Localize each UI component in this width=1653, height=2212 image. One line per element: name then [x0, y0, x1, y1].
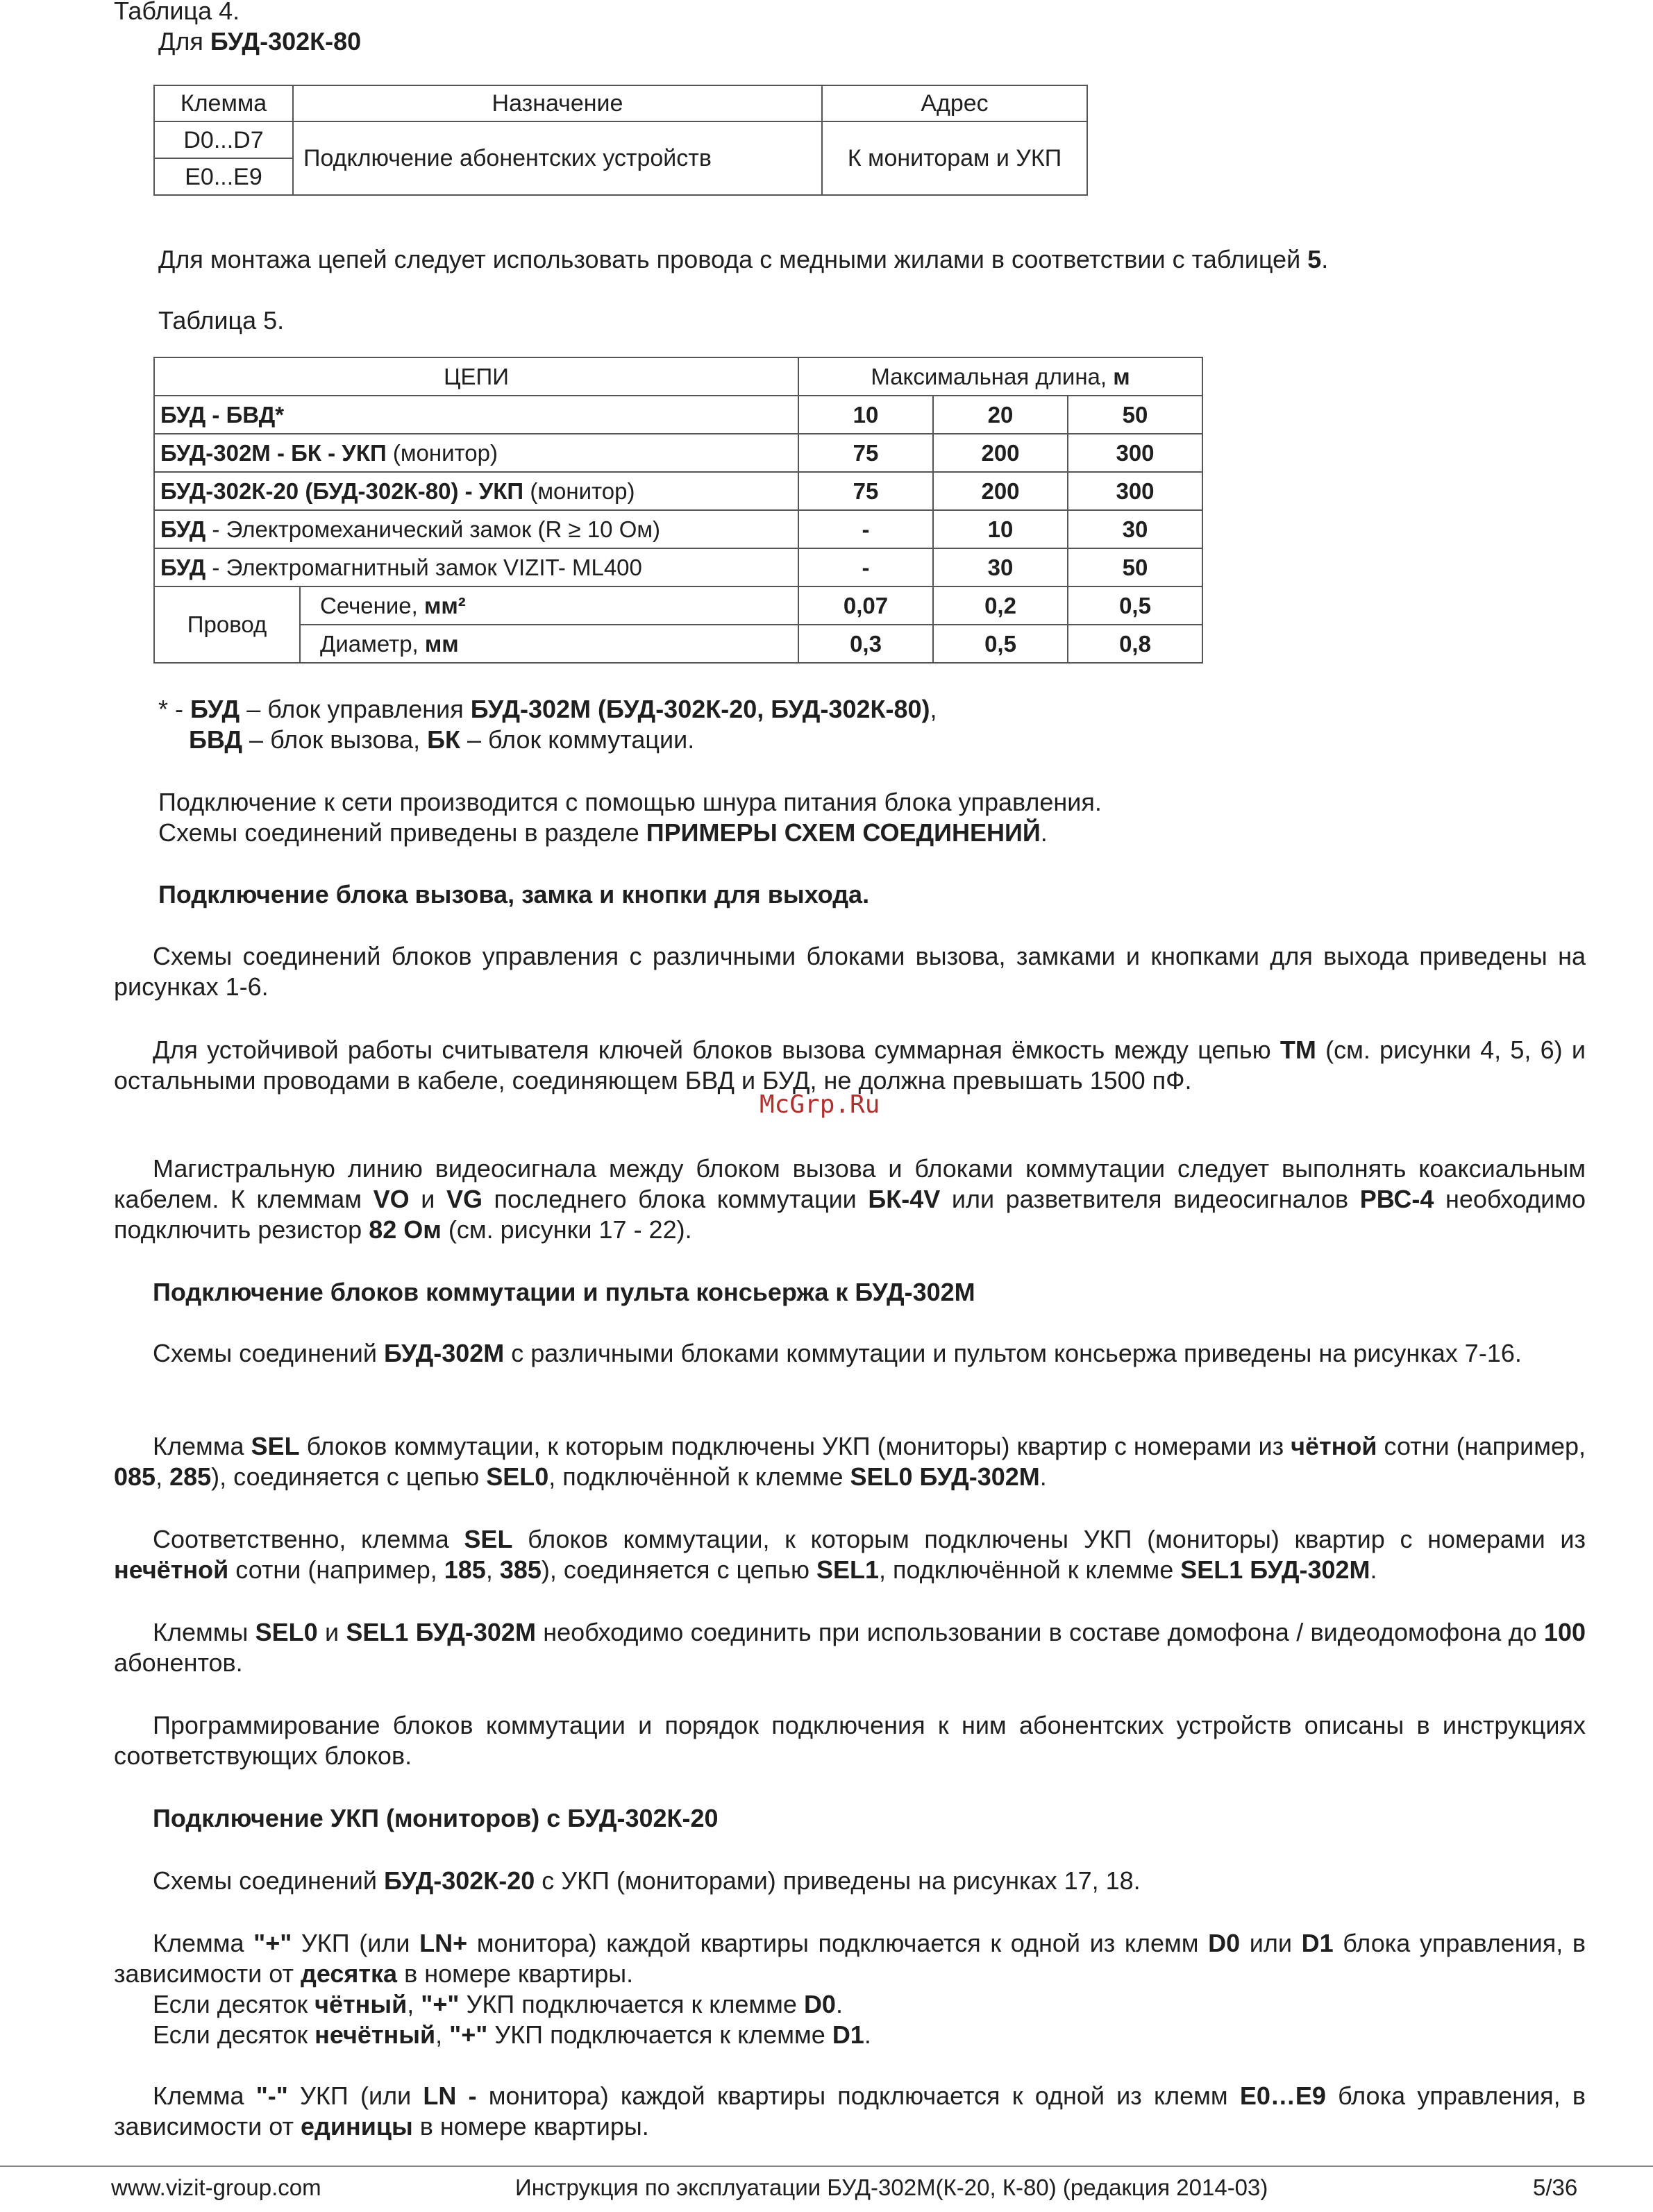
- table4-cell-address: К мониторам и УКП: [822, 121, 1087, 195]
- power-line-1: Подключение к сети производится с помощью шнура питания блока управления.: [158, 788, 1102, 816]
- table5-cell: 300: [1068, 472, 1202, 510]
- table5-cell: 0,3: [798, 625, 933, 663]
- section2-paragraph-1: Схемы соединений БУД-302М с различными блоками коммутации и пультом консьержа приведены на рисунках 7-16.: [153, 1339, 1522, 1367]
- section3-title: Подключение УКП (мониторов) с БУД-302К-20: [153, 1804, 719, 1832]
- table5-cell: 0,8: [1068, 625, 1202, 663]
- table4: [153, 85, 1088, 196]
- table5-row-label: БУД - БВД*: [154, 396, 798, 434]
- table5-cell: 200: [933, 472, 1068, 510]
- section3-line-even: Если десяток чётный, "+" УКП подключается к клемме D0.: [153, 1990, 843, 2018]
- table5-row-label: БУД-302К-20 (БУД-302К-80) - УКП (монитор): [154, 472, 798, 510]
- table5-cell: -: [798, 510, 933, 548]
- table5-cell: 200: [933, 434, 1068, 472]
- table5-cell: 0,5: [1068, 586, 1202, 625]
- table5-diameter-label: Диаметр, мм: [300, 625, 798, 663]
- table5-row-label: БУД - Электромагнитный замок VIZIT- ML400: [154, 548, 798, 586]
- table5-cell: 0,5: [933, 625, 1068, 663]
- table5-cell: 75: [798, 434, 933, 472]
- table5-row-label: БУД-302М - БК - УКП (монитор): [154, 434, 798, 472]
- section2-title: Подключение блоков коммутации и пульта консьержа к БУД-302М: [153, 1278, 975, 1306]
- section2-paragraph-5: Программирование блоков коммутации и порядок подключения к ним абонентских устройств описаны в инструкциях соответствующих блоков.: [114, 1711, 1586, 1770]
- table5-wire-label: Провод: [154, 586, 300, 663]
- table4-header-address: Адрес: [822, 85, 1087, 121]
- table5-cell: 75: [798, 472, 933, 510]
- footer-page-number: 5/36: [1533, 2175, 1578, 2200]
- table4-header-purpose: Назначение: [293, 85, 822, 121]
- table4-cell-klemma: E0...E9: [154, 158, 293, 195]
- footer-divider: [0, 2165, 1653, 2167]
- section3-paragraph-2: Клемма "+" УКП (или LN+ монитора) каждой квартиры подключается к одной из клемм D0 или D1 блока управления, в зависимости от десятка в номере квартиры.: [114, 1929, 1586, 1988]
- table5-cell: 30: [1068, 510, 1202, 548]
- table5-header-maxlen: Максимальная длина, м: [798, 357, 1202, 396]
- table5: [153, 357, 1203, 664]
- table5-row-label: БУД - Электромеханический замок (R ≥ 10 Ом): [154, 510, 798, 548]
- section3-line-odd: Если десяток нечётный, "+" УКП подключается к клемме D1.: [153, 2020, 871, 2049]
- section2-paragraph-2: Клемма SEL блоков коммутации, к которым подключены УКП (мониторы) квартир с номерами из чётной сотни (например, 085, 285), соединяется с цепью SEL0, подключённой к клемме SEL0 БУД-302М.: [114, 1432, 1586, 1491]
- section1-paragraph-1: Схемы соединений блоков управления с различными блоками вызова, замками и кнопками для выхода приведены на рисунках 1-6.: [114, 942, 1586, 1001]
- power-line-2: Схемы соединений приведены в разделе ПРИМЕРЫ СХЕМ СОЕДИНЕНИЙ.: [158, 818, 1048, 847]
- table5-cell: 10: [798, 396, 933, 434]
- table5-caption: Таблица 5.: [158, 306, 285, 335]
- table5-cell: 10: [933, 510, 1068, 548]
- section2-paragraph-3: Соответственно, клемма SEL блоков коммутации, к которым подключены УКП (мониторы) квартир с номерами из нечётной сотни (например, 185, 385), соединяется с цепью SEL1, подключённой к клемме SEL1 БУД-302М.: [114, 1525, 1586, 1584]
- table4-subtitle: Для БУД-302К-80: [158, 27, 362, 56]
- table4-cell-purpose: Подключение абонентских устройств: [293, 121, 822, 195]
- footer-document-title: Инструкция по эксплуатации БУД-302М(К-20, К-80) (редакция 2014-03): [515, 2175, 1268, 2200]
- table5-cell: -: [798, 548, 933, 586]
- section2-paragraph-4: Клеммы SEL0 и SEL1 БУД-302М необходимо соединить при использовании в составе домофона / видеодомофона до 100 абонентов.: [114, 1618, 1586, 1677]
- section3-paragraph-5: Клемма "-" УКП (или LN - монитора) каждой квартиры подключается к одной из клемм E0…E9 блока управления, в зависимости от единицы в номере квартиры.: [114, 2082, 1586, 2141]
- table4-header-klemma: Клемма: [154, 85, 293, 121]
- table5-cell: 20: [933, 396, 1068, 434]
- table5-cell: 50: [1068, 396, 1202, 434]
- table5-cell: 300: [1068, 434, 1202, 472]
- section1-title: Подключение блока вызова, замка и кнопки для выхода.: [158, 880, 870, 909]
- table4-caption: Таблица 4.: [114, 0, 240, 25]
- footer-site[interactable]: www.vizit-group.com: [111, 2175, 321, 2200]
- section1-paragraph-2: Для устойчивой работы считывателя ключей блоков вызова суммарная ёмкость между цепью ТМ (см. рисунки 4, 5, 6) и остальными проводами в кабеле, соединяющем БВД и БУД, не должна превышать 1500 пФ.: [114, 1036, 1586, 1095]
- footnote-line-2: БВД – блок вызова, БК – блок коммутации.: [189, 725, 695, 754]
- table5-cell: 50: [1068, 548, 1202, 586]
- section3-paragraph-1: Схемы соединений БУД-302К-20 с УКП (мониторами) приведены на рисунках 17, 18.: [153, 1866, 1141, 1895]
- table5-section-label: Сечение, мм²: [300, 586, 798, 625]
- table5-cell: 30: [933, 548, 1068, 586]
- table5-cell: 0,07: [798, 586, 933, 625]
- table5-cell: 0,2: [933, 586, 1068, 625]
- table5-intro: Для монтажа цепей следует использовать провода с медными жилами в соответствии с таблицей 5.: [158, 245, 1329, 273]
- table4-cell-klemma: D0...D7: [154, 121, 293, 158]
- footnote-line-1: * - БУД – блок управления БУД-302М (БУД-302К-20, БУД-302К-80),: [158, 695, 937, 723]
- section1-paragraph-3: Магистральную линию видеосигнала между блоком вызова и блоками коммутации следует выполнять коаксиальным кабелем. К клеммам VO и VG последнего блока коммутации БК-4V или разветвителя видеосигналов РВС-4 необходимо подключить резистор 82 Ом (см. рисунки 17 - 22).: [114, 1154, 1586, 1244]
- table5-header-circuits: ЦЕПИ: [154, 357, 798, 396]
- watermark: McGrp.Ru: [760, 1090, 880, 1119]
